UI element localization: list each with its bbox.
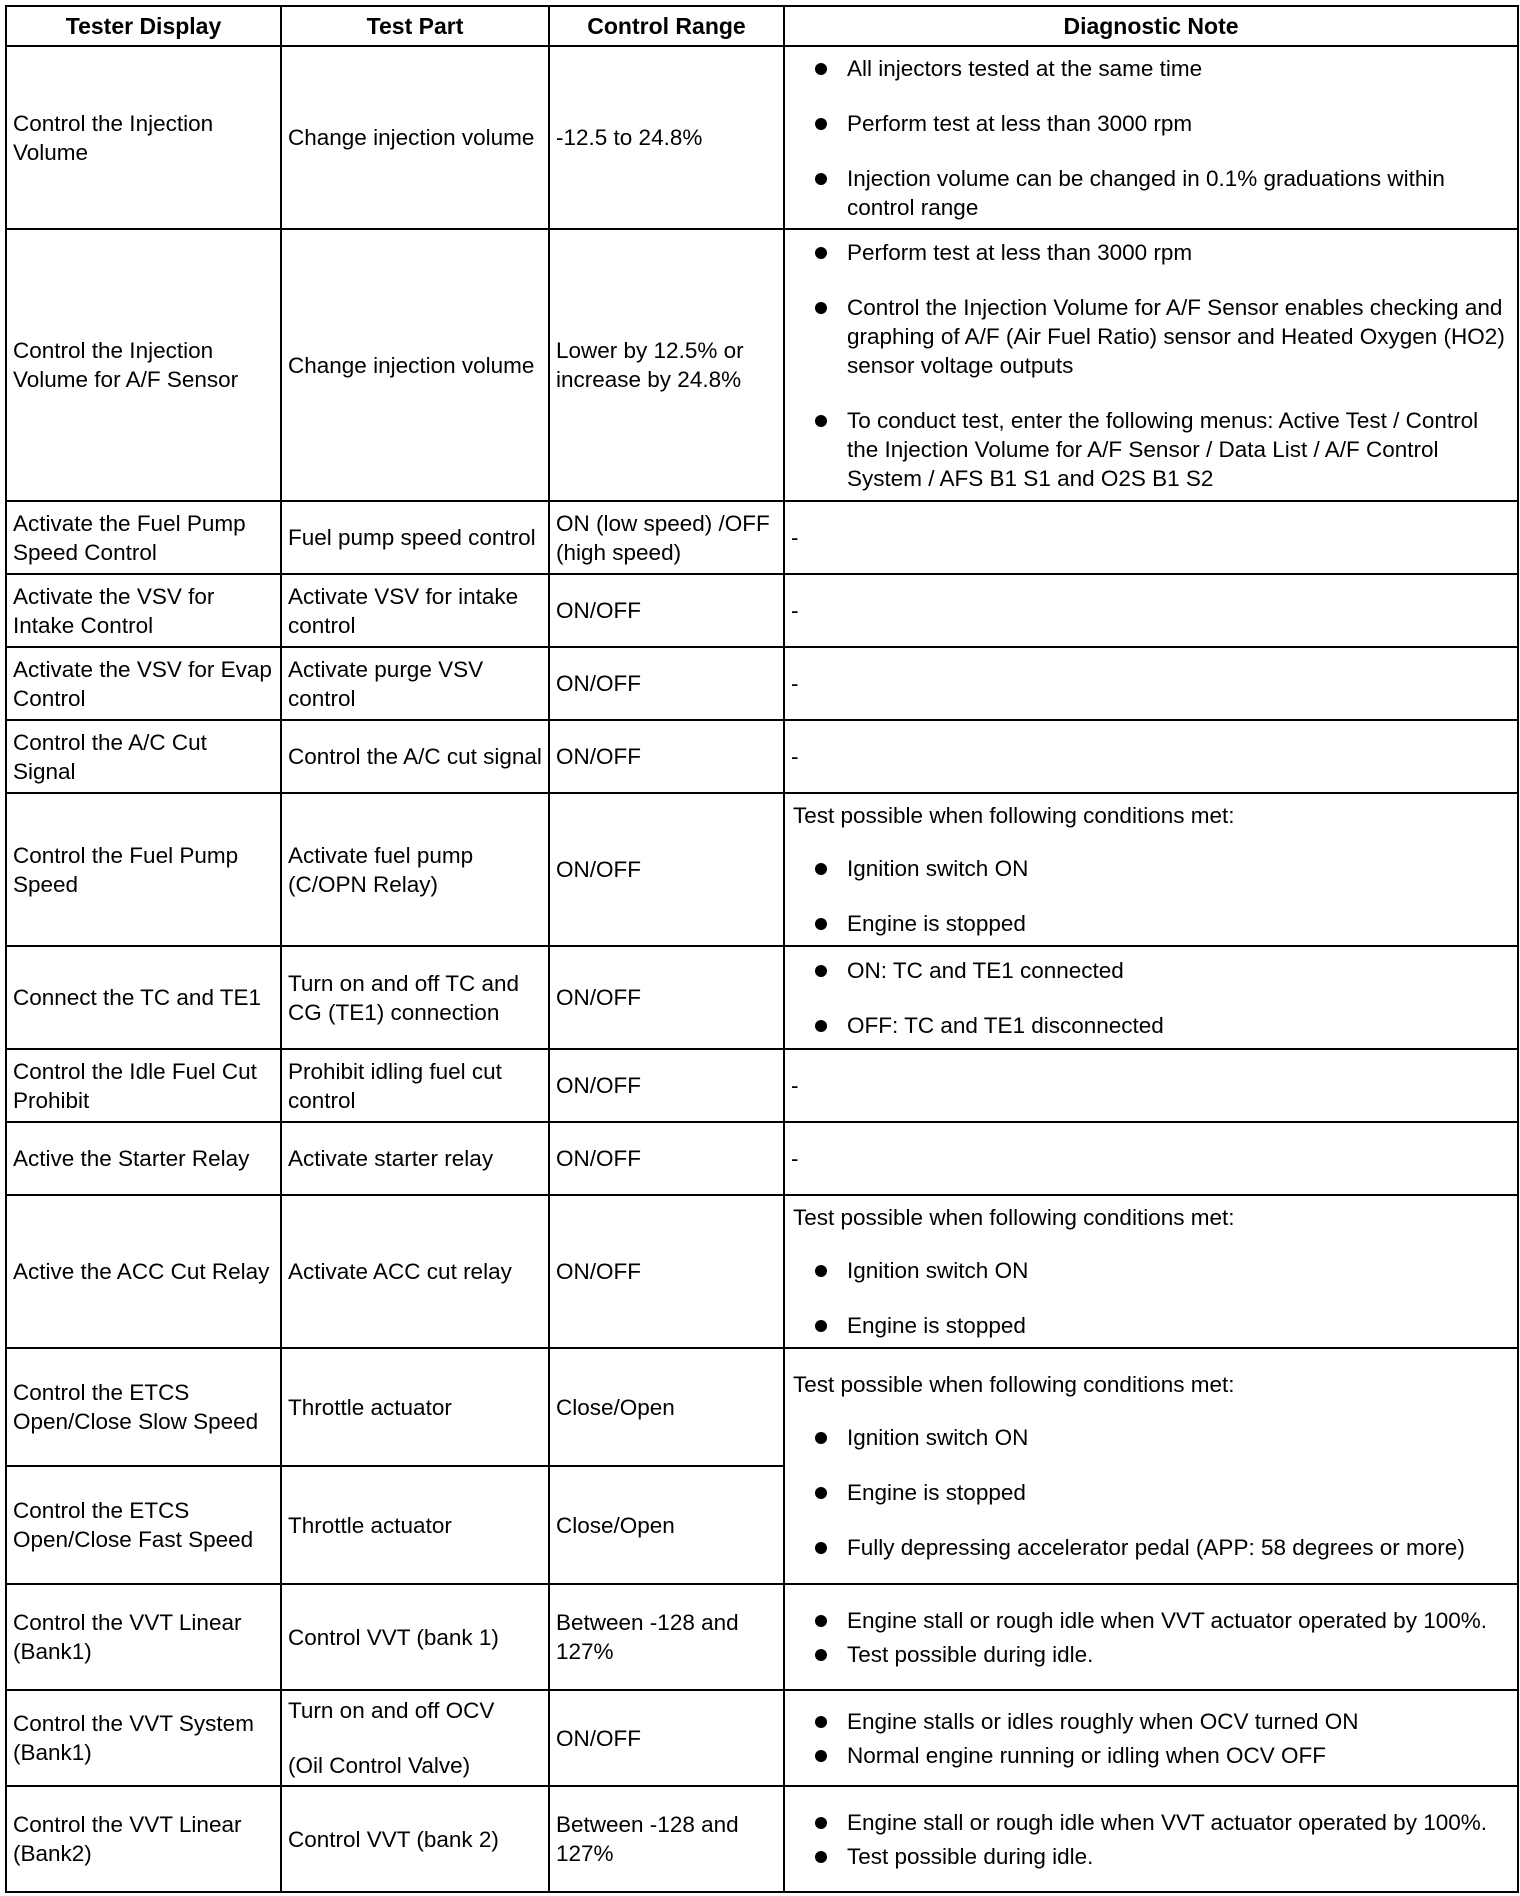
note-item: Normal engine running or idling when OCV OFF [791,1741,1511,1770]
note-item: Control the Injection Volume for A/F Sensor enables checking and graphing of A/F (Air Fuel Ratio) sensor and Heated Oxygen (HO2) sensor voltage outputs [791,293,1511,380]
diagnostic-note-cell [784,1348,1518,1584]
note-item: Test possible during idle. [791,1640,1511,1669]
table-row [6,1584,1518,1690]
diagnostic-note-cell: - [784,720,1518,793]
table-row [6,574,1518,647]
active-test-table-container [5,5,1517,1891]
table-row [6,946,1518,1049]
tester-display-cell: Control the Fuel Pump Speed [6,793,281,946]
header-tester-display: Tester Display [6,6,281,46]
note-item: Perform test at less than 3000 rpm [791,109,1511,138]
table-row [6,647,1518,720]
control-range-cell: ON/OFF [549,1195,784,1348]
test-part-line: (Oil Control Valve) [288,1753,471,1778]
control-range-cell: Close/Open [549,1466,784,1584]
tester-display-cell: Control the VVT Linear (Bank2) [6,1786,281,1892]
table-row [6,501,1518,574]
control-range-cell: Between -128 and 127% [549,1584,784,1690]
note-item: Engine is stopped [791,1311,1511,1340]
note-item: OFF: TC and TE1 disconnected [791,1011,1511,1040]
control-range-cell: ON (low speed) /OFF (high speed) [549,501,784,574]
header-diagnostic-note: Diagnostic Note [784,6,1518,46]
note-item: Ignition switch ON [791,854,1511,883]
note-list [791,54,1511,222]
diagnostic-note-cell [784,1195,1518,1348]
table-row [6,46,1518,229]
control-range-cell: ON/OFF [549,1690,784,1786]
note-list [791,1707,1511,1770]
note-list [791,1256,1511,1340]
note-list [791,238,1511,493]
control-range-cell: -12.5 to 24.8% [549,46,784,229]
control-range-cell: ON/OFF [549,647,784,720]
note-item: Engine stall or rough idle when VVT actuator operated by 100%. [791,1808,1511,1837]
test-part-cell: Activate VSV for intake control [281,574,549,647]
note-list [791,854,1511,938]
control-range-cell: Between -128 and 127% [549,1786,784,1892]
note-item: Engine is stopped [791,1478,1511,1507]
table-row [6,1690,1518,1786]
control-range-cell: ON/OFF [549,574,784,647]
diagnostic-note-cell [784,793,1518,946]
test-part-cell: Fuel pump speed control [281,501,549,574]
tester-display-cell: Control the A/C Cut Signal [6,720,281,793]
note-item: Ignition switch ON [791,1423,1511,1452]
diagnostic-note-cell: - [784,647,1518,720]
control-range-cell: ON/OFF [549,946,784,1049]
table-row [6,229,1518,501]
diagnostic-note-cell [784,1584,1518,1690]
note-list [791,956,1511,1040]
tester-display-cell: Control the VVT System (Bank1) [6,1690,281,1786]
table-row [6,793,1518,946]
note-preface: Test possible when following conditions met: [793,1372,1235,1397]
diagnostic-note-cell [784,46,1518,229]
diagnostic-note-cell [784,946,1518,1049]
tester-display-cell: Activate the Fuel Pump Speed Control [6,501,281,574]
note-item: Ignition switch ON [791,1256,1511,1285]
test-part-cell: Change injection volume [281,229,549,501]
header-test-part: Test Part [281,6,549,46]
control-range-cell: Close/Open [549,1348,784,1466]
tester-display-cell: Control the ETCS Open/Close Slow Speed [6,1348,281,1466]
tester-display-cell: Activate the VSV for Intake Control [6,574,281,647]
header-control-range: Control Range [549,6,784,46]
control-range-cell: Lower by 12.5% or increase by 24.8% [549,229,784,501]
note-item: Fully depressing accelerator pedal (APP: 58 degrees or more) [791,1533,1511,1562]
diagnostic-note-cell [784,1690,1518,1786]
table-row [6,1786,1518,1892]
tester-display-cell: Connect the TC and TE1 [6,946,281,1049]
tester-display-cell: Control the ETCS Open/Close Fast Speed [6,1466,281,1584]
tester-display-cell: Active the Starter Relay [6,1122,281,1195]
note-item: Test possible during idle. [791,1842,1511,1871]
table-header-row [6,6,1518,46]
table-row [6,1122,1518,1195]
test-part-cell: Prohibit idling fuel cut control [281,1049,549,1122]
note-item: Injection volume can be changed in 0.1% graduations within control range [791,164,1511,222]
diagnostic-note-cell [784,229,1518,501]
control-range-cell: ON/OFF [549,793,784,946]
note-list [791,1423,1511,1562]
test-part-cell: Control VVT (bank 2) [281,1786,549,1892]
note-item: All injectors tested at the same time [791,54,1511,83]
note-item: ON: TC and TE1 connected [791,956,1511,985]
note-list [791,1606,1511,1669]
tester-display-cell: Activate the VSV for Evap Control [6,647,281,720]
test-part-cell: Turn on and off TC and CG (TE1) connection [281,946,549,1049]
table-row [6,1195,1518,1348]
test-part-cell: Activate starter relay [281,1122,549,1195]
diagnostic-note-cell: - [784,1122,1518,1195]
table-row [6,1049,1518,1122]
note-item: To conduct test, enter the following menus: Active Test / Control the Injection Volume for A/F Sensor / Data List / A/F Control System / AFS B1 S1 and O2S B1 S2 [791,406,1511,493]
control-range-cell: ON/OFF [549,1049,784,1122]
test-part-cell: Activate fuel pump (C/OPN Relay) [281,793,549,946]
tester-display-cell: Control the Injection Volume for A/F Sensor [6,229,281,501]
note-preface: Test possible when following conditions met: [793,1205,1235,1230]
control-range-cell: ON/OFF [549,720,784,793]
diagnostic-note-cell: - [784,501,1518,574]
test-part-cell: Control VVT (bank 1) [281,1584,549,1690]
tester-display-cell: Control the Idle Fuel Cut Prohibit [6,1049,281,1122]
note-item: Engine stall or rough idle when VVT actuator operated by 100%. [791,1606,1511,1635]
note-item: Engine is stopped [791,909,1511,938]
test-part-cell: Activate purge VSV control [281,647,549,720]
tester-display-cell: Control the VVT Linear (Bank1) [6,1584,281,1690]
diagnostic-note-cell [784,1786,1518,1892]
note-item: Engine stalls or idles roughly when OCV turned ON [791,1707,1511,1736]
note-item: Perform test at less than 3000 rpm [791,238,1511,267]
test-part-cell: Throttle actuator [281,1348,549,1466]
table-row [6,720,1518,793]
test-part-cell: Control the A/C cut signal [281,720,549,793]
test-part-cell: Activate ACC cut relay [281,1195,549,1348]
test-part-line: Turn on and off OCV [288,1698,495,1723]
tester-display-cell: Control the Injection Volume [6,46,281,229]
diagnostic-note-cell: - [784,574,1518,647]
control-range-cell: ON/OFF [549,1122,784,1195]
tester-display-cell: Active the ACC Cut Relay [6,1195,281,1348]
test-part-cell: Change injection volume [281,46,549,229]
test-part-cell: Throttle actuator [281,1466,549,1584]
diagnostic-note-cell: - [784,1049,1518,1122]
active-test-table [5,5,1519,1893]
note-list [791,1808,1511,1871]
note-preface: Test possible when following conditions met: [793,803,1235,828]
table-row [6,1348,1518,1466]
test-part-cell [281,1690,549,1786]
